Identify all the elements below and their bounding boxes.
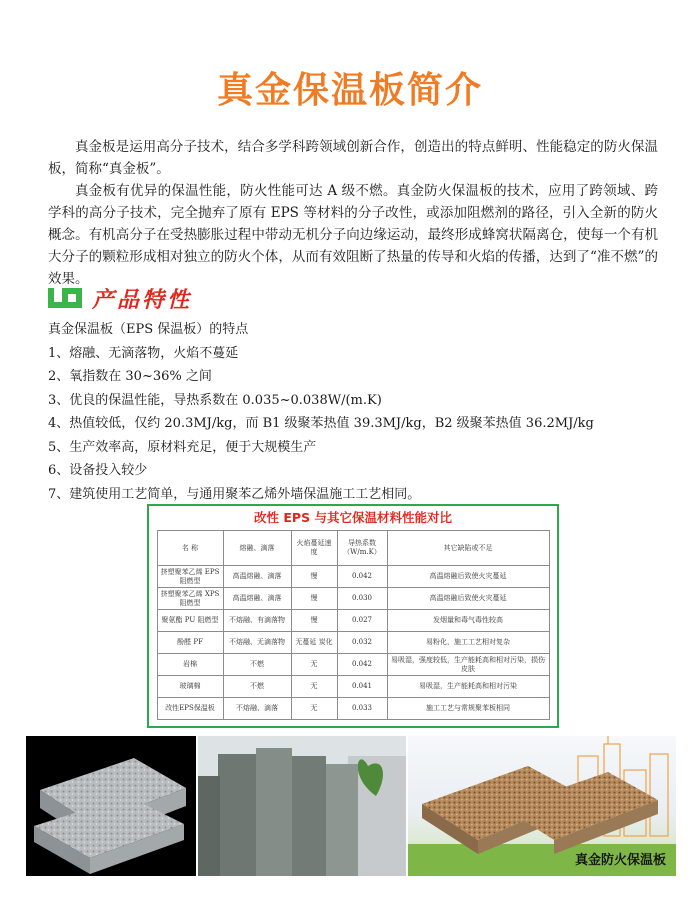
feature-item: 1、熔融、无滴落物，火焰不蔓延: [48, 345, 239, 361]
comparison-table: [157, 530, 550, 720]
feature-item: 2、氧指数在 30~36% 之间: [48, 369, 212, 384]
comparison-table-panel: [147, 504, 559, 728]
table-header-cell: 导热系数（W/m.K）: [337, 531, 387, 566]
table-cell: 高温熔融、滴落: [223, 566, 291, 588]
table-cell: 不熔融、有滴落物: [223, 610, 291, 632]
table-cell: 慢: [291, 610, 337, 632]
table-cell: 0.030: [337, 588, 387, 610]
table-header-cell: 熔融、滴落: [223, 531, 291, 566]
table-cell: 玻璃棉: [157, 676, 223, 698]
table-cell: 慢: [291, 566, 337, 588]
table-cell: 无: [291, 676, 337, 698]
section-title: 产品特性: [92, 287, 193, 313]
stacked-boards-image: [26, 736, 196, 876]
feature-item: 3、优良的保温性能，导热系数在 0.035~0.038W/(m.K): [48, 392, 382, 408]
page-title: 真金保温板简介: [216, 70, 483, 111]
table-header-cell: 火焰蔓延速度: [291, 531, 337, 566]
table-cell: 不燃: [223, 654, 291, 676]
vertical-boards-image: [198, 736, 406, 876]
table-row: [157, 610, 549, 632]
table-cell: 挤塑聚苯乙烯 XPS 阻燃型: [157, 588, 223, 610]
feature-item: 4、热值较低，仅约 20.3MJ/kg，而 B1 级聚苯热值 39.3MJ/kg，B2 级聚苯热值 36.2MJ/kg: [48, 416, 594, 431]
table-caption: 改性 EPS 与其它保温材料性能对比: [254, 510, 452, 525]
intro-paragraph-1: 真金板是运用高分子技术，结合多学科跨领域创新合作，创造出的特点鲜明、性能稳定的防火保温板，简称“真金板”。: [48, 139, 658, 177]
table-cell: 发烟量和毒气毒性较高: [387, 610, 549, 632]
table-cell: 0.027: [337, 610, 387, 632]
table-row: [157, 698, 549, 720]
table-cell: 0.041: [337, 676, 387, 698]
table-cell: 0.042: [337, 654, 387, 676]
table-row: [157, 632, 549, 654]
table-cell: 高温熔融、滴落: [223, 588, 291, 610]
table-cell: 无蔓延 炭化: [291, 632, 337, 654]
photo-caption: 真金防火保温板: [574, 853, 666, 868]
section-header: [48, 283, 192, 313]
table-row: [157, 676, 549, 698]
table-row: [157, 566, 549, 588]
table-cell: 0.033: [337, 698, 387, 720]
table-cell: 不熔融、滴落: [223, 698, 291, 720]
table-row: [157, 654, 549, 676]
feature-item: 6、设备投入较少: [48, 463, 148, 478]
intro-text: [48, 136, 658, 290]
feature-heading: 真金保温板（EPS 保温板）的特点: [48, 322, 249, 337]
table-cell: 改性EPS保温板: [157, 698, 223, 720]
brand-logo-icon: [48, 285, 82, 311]
table-cell: 挤塑聚苯乙烯 EPS 阻燃型: [157, 566, 223, 588]
table-header-cell: 其它缺陷或不足: [387, 531, 549, 566]
table-cell: 易粉化，施工工艺相对复杂: [387, 632, 549, 654]
table-cell: 高温熔融后致使火灾蔓延: [387, 588, 549, 610]
table-cell: 酚醛 PF: [157, 632, 223, 654]
table-cell: 慢: [291, 588, 337, 610]
table-cell: 不熔融、无滴落物: [223, 632, 291, 654]
table-cell: 0.032: [337, 632, 387, 654]
insulation-board-photo: [26, 736, 196, 876]
table-header-row: [157, 531, 549, 566]
feature-list: [48, 318, 658, 506]
table-cell: 易吸湿，强度较低，生产能耗高和相对污染，损伤皮肤: [387, 654, 549, 676]
table-cell: 聚氨酯 PU 阻燃型: [157, 610, 223, 632]
table-row: [157, 588, 549, 610]
table-cell: 易吸湿，生产能耗高和相对污染: [387, 676, 549, 698]
table-cell: 施工工艺与常规聚苯板相同: [387, 698, 549, 720]
table-cell: 无: [291, 698, 337, 720]
feature-item: 5、生产效率高，原材料充足，便于大规模生产: [48, 439, 317, 455]
intro-paragraph-2: 真金板有优异的保温性能，防火性能可达 A 级不燃。真金防火保温板的技术，应用了跨领域、跨学科的高分子技术，完全抛弃了原有 EPS 等材料的分子改性，或添加阻燃剂的路径，引入全新的防火概念。有机高分子在受热膨胀过程中带动无机分子向边缘运动，最终形成蜂窝状隔离仓，使每一个有机大分子的颗粒形成相对独立的防火个体，从而有效阻断了热量的传导和火焰的传播，达到了“准不燃”的效果。: [48, 183, 658, 287]
board-stack-photo: [198, 736, 406, 876]
feature-item: 7、建筑使用工艺简单，与通用聚苯乙烯外墙保温施工工艺相同。: [48, 486, 421, 502]
product-photo-strip: [26, 736, 676, 876]
table-cell: 岩棉: [157, 654, 223, 676]
table-cell: 不燃: [223, 676, 291, 698]
fireproof-board-photo: [408, 736, 676, 876]
table-header-cell: 名 称: [157, 531, 223, 566]
table-cell: 高温熔融后致使火灾蔓延: [387, 566, 549, 588]
table-cell: 无: [291, 654, 337, 676]
table-cell: 0.042: [337, 566, 387, 588]
